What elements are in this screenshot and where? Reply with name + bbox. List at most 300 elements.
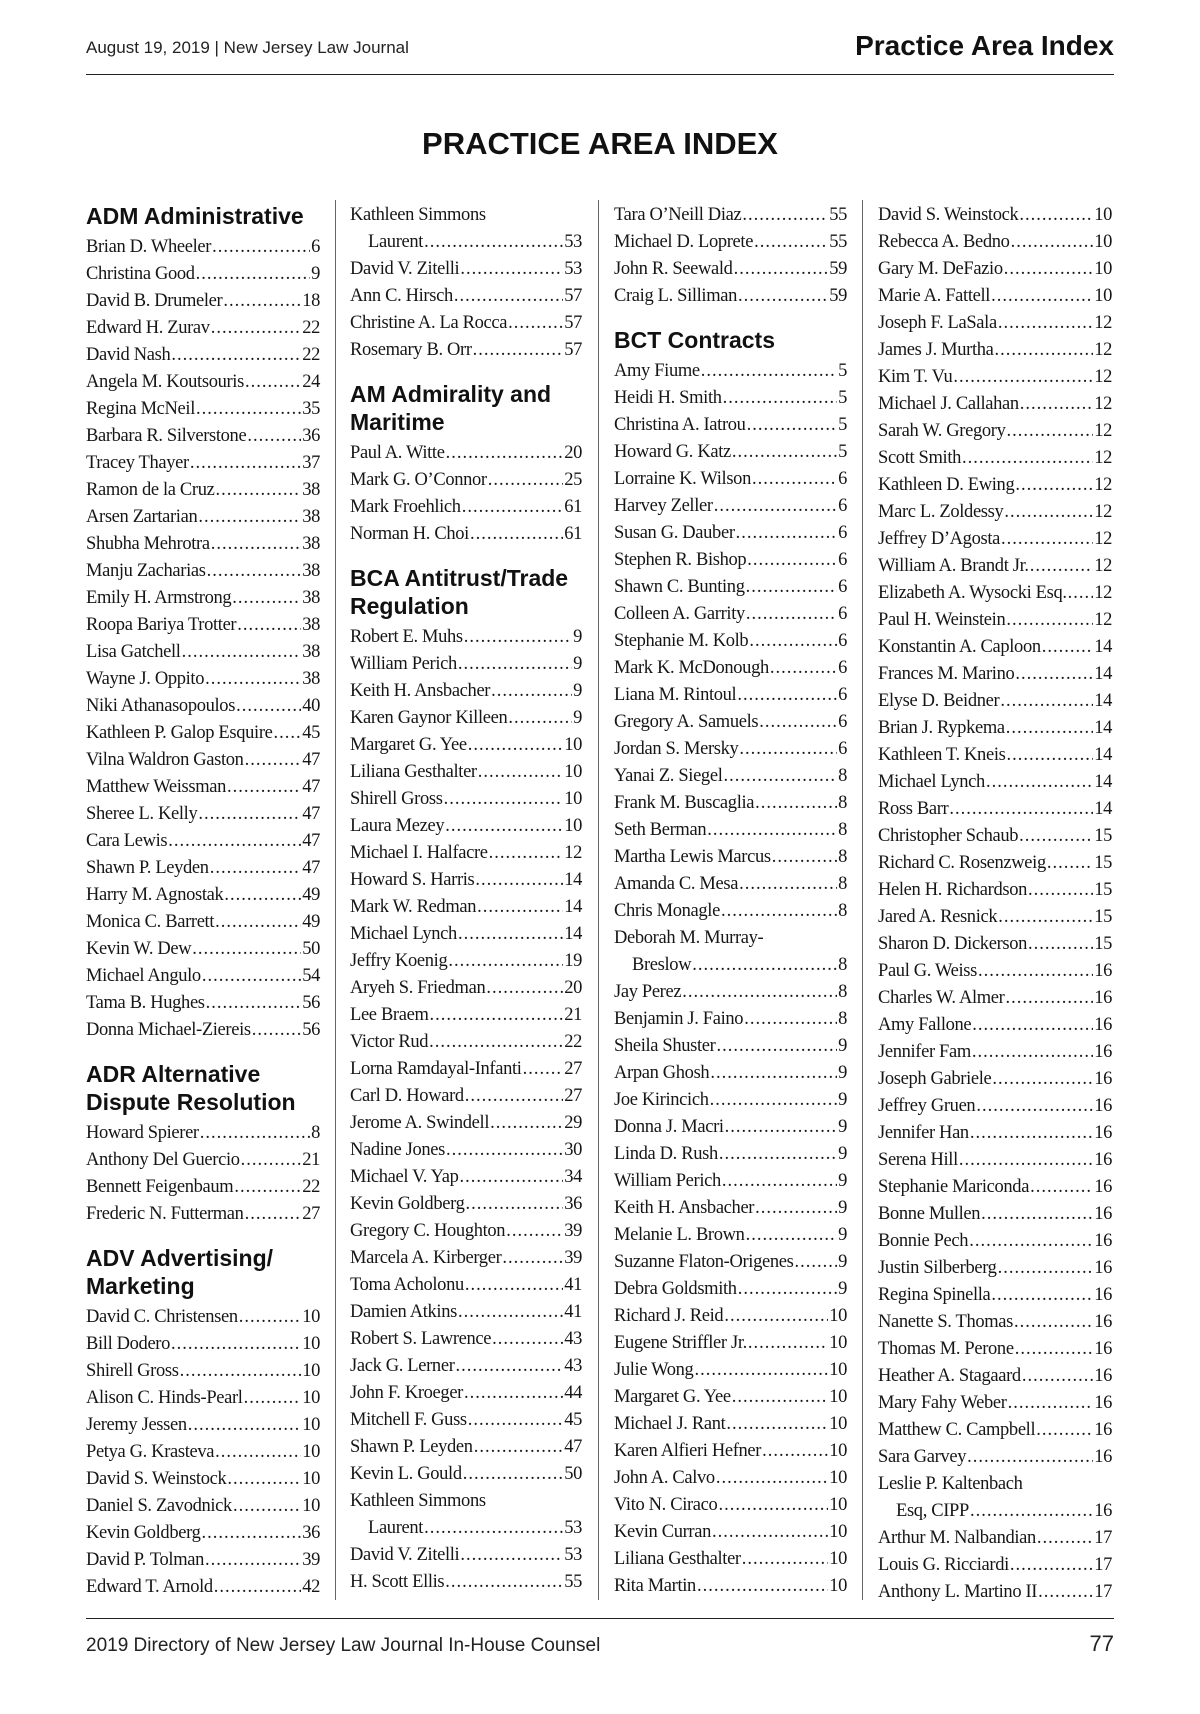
index-entry <box>614 1384 847 1411</box>
dot-leader <box>168 828 301 855</box>
dot-leader <box>458 921 563 948</box>
entry-name: Aryeh S. Friedman <box>350 978 486 998</box>
dot-leader <box>1047 850 1093 877</box>
dot-leader <box>239 1304 301 1331</box>
entry-page-number: 10 <box>829 1333 847 1353</box>
entry-page-number: 16 <box>1094 1150 1112 1170</box>
index-entry <box>350 840 582 867</box>
entry-page-number: 29 <box>564 1113 582 1133</box>
entry-page-number: 8 <box>838 766 847 786</box>
entry-page-number: 59 <box>829 259 847 279</box>
entry-page-number: 16 <box>1094 1069 1112 1089</box>
entry-page-number: 61 <box>564 497 582 517</box>
index-entry-name-line: Leslie P. Kaltenbach <box>878 1474 1023 1494</box>
entry-name: Edward T. Arnold <box>86 1577 213 1597</box>
entry-page-number: 6 <box>838 631 847 651</box>
entry-page-number: 12 <box>1094 502 1112 522</box>
dot-leader <box>458 1299 563 1326</box>
entry-name: Christopher Schaub <box>878 826 1019 846</box>
entry-name: Shawn C. Bunting <box>614 577 745 597</box>
dot-leader <box>995 337 1094 364</box>
entry-page-number: 21 <box>302 1150 320 1170</box>
index-entry <box>878 1093 1112 1120</box>
index-entry <box>878 1363 1112 1390</box>
index-entry <box>878 985 1112 1012</box>
entry-name: Craig L. Silliman <box>614 286 738 306</box>
index-entry <box>878 1228 1112 1255</box>
entry-name: Jay Perez <box>614 982 682 1002</box>
entry-name: Margaret G. Yee <box>614 1387 731 1407</box>
dot-leader <box>959 1147 1093 1174</box>
index-column-3 <box>614 202 847 1602</box>
dot-leader <box>716 1033 837 1060</box>
entry-name: David B. Drumeler <box>86 291 223 311</box>
entry-page-number: 10 <box>829 1522 847 1542</box>
entry-page-number: 14 <box>564 897 582 917</box>
entry-name: Lisa Gatchell <box>86 642 181 662</box>
dot-leader <box>478 759 563 786</box>
entry-name: Michael J. Rant <box>614 1414 726 1434</box>
entry-name: Keith H. Ansbacher <box>614 1198 755 1218</box>
entry-page-number: 6 <box>838 496 847 516</box>
entry-name: Jeffry Koenig <box>350 951 448 971</box>
entry-name: Breslow <box>632 955 692 975</box>
dot-leader <box>718 1492 828 1519</box>
index-entry <box>86 315 320 342</box>
index-entry <box>86 882 320 909</box>
dot-leader <box>234 1174 301 1201</box>
dot-leader <box>473 337 564 364</box>
entry-page-number: 10 <box>829 1441 847 1461</box>
dot-leader <box>490 1110 563 1137</box>
entry-page-number: 10 <box>302 1415 320 1435</box>
dot-leader <box>236 693 301 720</box>
index-entry <box>878 283 1112 310</box>
entry-name: Kevin Curran <box>614 1522 712 1542</box>
entry-name: Mary Fahy Weber <box>878 1393 1007 1413</box>
dot-leader <box>200 1120 310 1147</box>
index-entry <box>350 337 582 364</box>
dot-leader <box>737 682 837 709</box>
index-entry <box>86 720 320 747</box>
entry-name: Damien Atkins <box>350 1302 457 1322</box>
dot-leader <box>198 801 301 828</box>
entry-page-number: 10 <box>564 735 582 755</box>
index-entry <box>878 823 1112 850</box>
practice-area-heading: ADR Alternative Dispute Resolution <box>86 1061 296 1115</box>
entry-name: Keith H. Ansbacher <box>350 681 491 701</box>
dot-leader <box>716 1465 828 1492</box>
entry-name: Emily H. Armstrong <box>86 588 232 608</box>
entry-name: Victor Rud <box>350 1032 429 1052</box>
index-entry <box>350 732 582 759</box>
entry-page-number: 14 <box>1094 799 1112 819</box>
entry-name: Harvey Zeller <box>614 496 713 516</box>
entry-name: Arpan Ghosh <box>614 1063 710 1083</box>
dot-leader <box>991 1282 1093 1309</box>
dot-leader <box>211 315 301 342</box>
dot-leader <box>206 990 302 1017</box>
entry-name: Jordan S. Mersky <box>614 739 739 759</box>
entry-page-number: 12 <box>1094 421 1112 441</box>
column-divider <box>335 200 336 1600</box>
index-entry <box>350 1164 582 1191</box>
dot-leader <box>1015 661 1093 688</box>
entry-name: Michael D. Loprete <box>614 232 754 252</box>
dot-leader <box>1022 1363 1093 1390</box>
index-entry <box>350 651 582 678</box>
dot-leader <box>772 844 837 871</box>
entry-name: Sara Garvey <box>878 1447 967 1467</box>
dot-leader <box>424 1515 563 1542</box>
entry-page-number: 25 <box>564 470 582 490</box>
entry-page-number: 12 <box>564 843 582 863</box>
index-entry <box>350 1218 582 1245</box>
dot-leader <box>216 477 302 504</box>
dot-leader <box>949 796 1093 823</box>
dot-leader <box>998 310 1093 337</box>
index-entry <box>878 1282 1112 1309</box>
index-entry <box>614 790 847 817</box>
entry-name: Debra Goldsmith <box>614 1279 737 1299</box>
entry-name: Rita Martin <box>614 1576 696 1596</box>
entry-page-number: 38 <box>302 561 320 581</box>
index-entry <box>614 736 847 763</box>
dot-leader <box>972 1012 1093 1039</box>
dot-leader <box>445 813 563 840</box>
entry-name: David C. Christensen <box>86 1307 238 1327</box>
index-entry <box>86 585 320 612</box>
index-entry <box>878 1552 1112 1579</box>
entry-page-number: 38 <box>302 480 320 500</box>
entry-name: Tara O’Neill Diaz <box>614 205 742 225</box>
index-entry <box>86 855 320 882</box>
dot-leader <box>462 494 563 521</box>
index-entry <box>614 439 847 466</box>
index-entry <box>878 472 1112 499</box>
entry-name: Mark K. McDonough <box>614 658 769 678</box>
entry-page-number: 10 <box>829 1387 847 1407</box>
index-entry <box>614 547 847 574</box>
index-entry <box>86 450 320 477</box>
index-entry <box>614 1438 847 1465</box>
entry-name: Laurent <box>368 1518 424 1538</box>
entry-page-number: 54 <box>302 966 320 986</box>
entry-name: Gregory A. Samuels <box>614 712 759 732</box>
entry-page-number: 10 <box>1094 232 1112 252</box>
entry-page-number: 16 <box>1094 1258 1112 1278</box>
index-entry <box>86 1120 320 1147</box>
entry-page-number: 40 <box>302 696 320 716</box>
entry-page-number: 16 <box>1094 988 1112 1008</box>
dot-leader <box>180 1358 302 1385</box>
page-header <box>86 30 1114 75</box>
index-entry <box>350 786 582 813</box>
entry-page-number: 10 <box>302 1307 320 1327</box>
page-footer <box>86 1618 1114 1669</box>
index-entry <box>878 445 1112 472</box>
dot-leader <box>736 520 837 547</box>
entry-name: Frederic N. Futterman <box>86 1204 244 1224</box>
dot-leader <box>746 574 838 601</box>
entry-page-number: 27 <box>564 1059 582 1079</box>
section-spacer <box>350 548 582 564</box>
dot-leader <box>759 709 837 736</box>
entry-page-number: 10 <box>829 1360 847 1380</box>
entry-name: Howard G. Katz <box>614 442 731 462</box>
index-entry <box>614 1168 847 1195</box>
dot-leader <box>953 364 1093 391</box>
entry-page-number: 14 <box>1094 664 1112 684</box>
index-entry <box>86 396 320 423</box>
entry-page-number: 12 <box>1094 556 1112 576</box>
dot-leader <box>488 467 563 494</box>
index-entry <box>878 1201 1112 1228</box>
entry-page-number: 43 <box>564 1329 582 1349</box>
entry-page-number: 9 <box>311 264 320 284</box>
index-entry <box>878 688 1112 715</box>
dot-leader <box>475 867 563 894</box>
entry-name: Petya G. Krasteva <box>86 1442 215 1462</box>
index-entry <box>878 1174 1112 1201</box>
dot-leader <box>747 412 838 439</box>
index-entry <box>350 1029 582 1056</box>
entry-page-number: 14 <box>1094 691 1112 711</box>
dot-leader <box>742 202 828 229</box>
entry-page-number: 9 <box>838 1171 847 1191</box>
index-entry <box>86 1412 320 1439</box>
dot-leader <box>726 1411 828 1438</box>
index-entry <box>350 1191 582 1218</box>
entry-name: Colleen A. Garrity <box>614 604 745 624</box>
dot-leader <box>470 521 563 548</box>
entry-page-number: 6 <box>838 685 847 705</box>
entry-name: Monica C. Barrett <box>86 912 215 932</box>
entry-page-number: 41 <box>564 1275 582 1295</box>
dot-leader <box>1042 634 1093 661</box>
index-entry <box>878 877 1112 904</box>
entry-page-number: 20 <box>564 443 582 463</box>
entry-page-number: 10 <box>564 762 582 782</box>
entry-page-number: 14 <box>564 924 582 944</box>
index-entry <box>350 1380 582 1407</box>
index-entry <box>350 1434 582 1461</box>
entry-page-number: 19 <box>564 951 582 971</box>
dot-leader <box>448 948 563 975</box>
dot-leader <box>489 840 564 867</box>
index-entry <box>86 963 320 990</box>
dot-leader <box>252 1017 301 1044</box>
index-entry <box>86 1547 320 1574</box>
index-entry <box>614 628 847 655</box>
index-entry <box>350 283 582 310</box>
entry-name: Angela M. Koutsouris <box>86 372 244 392</box>
entry-page-number: 9 <box>573 708 582 728</box>
dot-leader <box>460 1542 563 1569</box>
entry-name: Karen Alfieri Hefner <box>614 1441 762 1461</box>
entry-name: Ross Barr <box>878 799 949 819</box>
index-entry <box>878 634 1112 661</box>
dot-leader <box>967 1444 1093 1471</box>
entry-name: Donna Michael-Ziereis <box>86 1020 251 1040</box>
entry-name: Jared A. Resnick <box>878 907 998 927</box>
dot-leader <box>746 1222 838 1249</box>
entry-page-number: 56 <box>302 1020 320 1040</box>
entry-name: David Nash <box>86 345 171 365</box>
index-entry <box>86 261 320 288</box>
entry-name: Kevin Goldberg <box>86 1523 201 1543</box>
entry-name: Liliana Gesthalter <box>350 762 477 782</box>
dot-leader <box>465 1272 563 1299</box>
entry-page-number: 44 <box>564 1383 582 1403</box>
dot-leader <box>460 1164 564 1191</box>
entry-name: John A. Calvo <box>614 1468 715 1488</box>
entry-page-number: 50 <box>302 939 320 959</box>
entry-page-number: 8 <box>311 1123 320 1143</box>
entry-page-number: 8 <box>838 982 847 1002</box>
dot-leader <box>1068 580 1094 607</box>
entry-page-number: 16 <box>1094 1096 1112 1116</box>
entry-name: David S. Weinstock <box>86 1469 227 1489</box>
index-entry <box>614 1141 847 1168</box>
entry-name: Elyse D. Beidner <box>878 691 1000 711</box>
entry-name: William Perich <box>614 1171 721 1191</box>
dot-leader <box>244 1385 302 1412</box>
entry-page-number: 36 <box>302 1523 320 1543</box>
index-entry <box>614 601 847 628</box>
entry-name: Niki Athanasopoulos <box>86 696 236 716</box>
dot-leader <box>212 234 310 261</box>
entry-page-number: 15 <box>1094 880 1112 900</box>
entry-page-number: 17 <box>1094 1528 1112 1548</box>
entry-page-number: 17 <box>1094 1555 1112 1575</box>
index-entry <box>878 1579 1112 1606</box>
entry-page-number: 16 <box>1094 1042 1112 1062</box>
dot-leader <box>464 1380 563 1407</box>
dot-leader <box>227 774 301 801</box>
entry-page-number: 10 <box>829 1414 847 1434</box>
dot-leader <box>460 256 563 283</box>
index-column-4 <box>878 202 1112 1602</box>
entry-name: Shirell Gross <box>86 1361 179 1381</box>
dot-leader <box>468 1407 563 1434</box>
entry-page-number: 9 <box>838 1090 847 1110</box>
entry-name: Cara Lewis <box>86 831 168 851</box>
dot-leader <box>976 1093 1093 1120</box>
entry-page-number: 8 <box>838 874 847 894</box>
index-entry <box>614 898 847 925</box>
section-spacer <box>350 364 582 380</box>
dot-leader <box>981 1201 1093 1228</box>
entry-name: Donna J. Macri <box>614 1117 724 1137</box>
index-entry <box>86 774 320 801</box>
entry-page-number: 57 <box>564 313 582 333</box>
entry-name: Arthur M. Nalbandian <box>878 1528 1036 1548</box>
entry-page-number: 6 <box>311 237 320 257</box>
entry-name: Jack G. Lerner <box>350 1356 455 1376</box>
dot-leader <box>998 904 1093 931</box>
dot-leader <box>506 1218 563 1245</box>
entry-page-number: 53 <box>564 259 582 279</box>
entry-page-number: 45 <box>302 723 320 743</box>
entry-name: Justin Silberberg <box>878 1258 997 1278</box>
entry-page-number: 36 <box>564 1194 582 1214</box>
entry-name: Michael Lynch <box>350 924 457 944</box>
entry-page-number: 16 <box>1094 1177 1112 1197</box>
entry-name: Liliana Gesthalter <box>614 1549 741 1569</box>
dot-leader <box>762 1438 828 1465</box>
entry-name: Bonne Mullen <box>878 1204 981 1224</box>
entry-name: Laura Mezey <box>350 816 445 836</box>
entry-page-number: 9 <box>573 627 582 647</box>
entry-page-number: 55 <box>829 205 847 225</box>
dot-leader <box>1000 688 1093 715</box>
index-entry <box>350 894 582 921</box>
entry-page-number: 12 <box>1094 394 1112 414</box>
index-entry <box>350 1272 582 1299</box>
entry-name: Julie Wong <box>614 1360 694 1380</box>
index-entry <box>86 639 320 666</box>
entry-name: John R. Seewald <box>614 259 733 279</box>
index-entry <box>878 850 1112 877</box>
entry-name: Nanette S. Thomas <box>878 1312 1014 1332</box>
entry-page-number: 6 <box>838 658 847 678</box>
index-entry <box>878 337 1112 364</box>
dot-leader <box>1006 418 1093 445</box>
dot-leader <box>724 763 838 790</box>
entry-page-number: 8 <box>838 847 847 867</box>
entry-page-number: 9 <box>838 1117 847 1137</box>
publication-line: August 19, 2019 | New Jersey Law Journal <box>86 38 409 57</box>
dot-leader <box>719 1141 837 1168</box>
entry-name: Barbara R. Silverstone <box>86 426 247 446</box>
dot-leader <box>463 1461 563 1488</box>
entry-name: Sarah W. Gregory <box>878 421 1006 441</box>
entry-page-number: 17 <box>1094 1582 1112 1602</box>
entry-name: Sharon D. Dickerson <box>878 934 1028 954</box>
entry-name: Gary M. DeFazio <box>878 259 1003 279</box>
entry-name: Kathleen D. Ewing <box>878 475 1015 495</box>
entry-page-number: 36 <box>302 426 320 446</box>
index-entry <box>86 423 320 450</box>
entry-name: Christine A. La Rocca <box>350 313 508 333</box>
entry-page-number: 16 <box>1094 1447 1112 1467</box>
entry-name: Mark Froehlich <box>350 497 461 517</box>
dot-leader <box>210 855 301 882</box>
index-entry <box>614 655 847 682</box>
index-entry <box>878 1012 1112 1039</box>
entry-page-number: 16 <box>1094 1366 1112 1386</box>
dot-leader <box>274 720 302 747</box>
dot-leader <box>694 1357 828 1384</box>
entry-name: Regina Spinella <box>878 1285 991 1305</box>
entry-page-number: 41 <box>564 1302 582 1322</box>
entry-page-number: 20 <box>564 978 582 998</box>
index-entry <box>878 796 1112 823</box>
dot-leader <box>241 1147 302 1174</box>
entry-name: Elizabeth A. Wysocki Esq. <box>878 583 1067 603</box>
dot-leader <box>754 229 828 256</box>
index-entry <box>614 385 847 412</box>
entry-page-number: 5 <box>838 442 847 462</box>
entry-page-number: 9 <box>838 1252 847 1272</box>
entry-name: Louis G. Ricciardi <box>878 1555 1009 1575</box>
index-entry <box>878 1309 1112 1336</box>
index-entry <box>350 705 582 732</box>
dot-leader <box>749 628 837 655</box>
entry-page-number: 9 <box>573 681 582 701</box>
entry-name: Brian J. Rypkema <box>878 718 1005 738</box>
